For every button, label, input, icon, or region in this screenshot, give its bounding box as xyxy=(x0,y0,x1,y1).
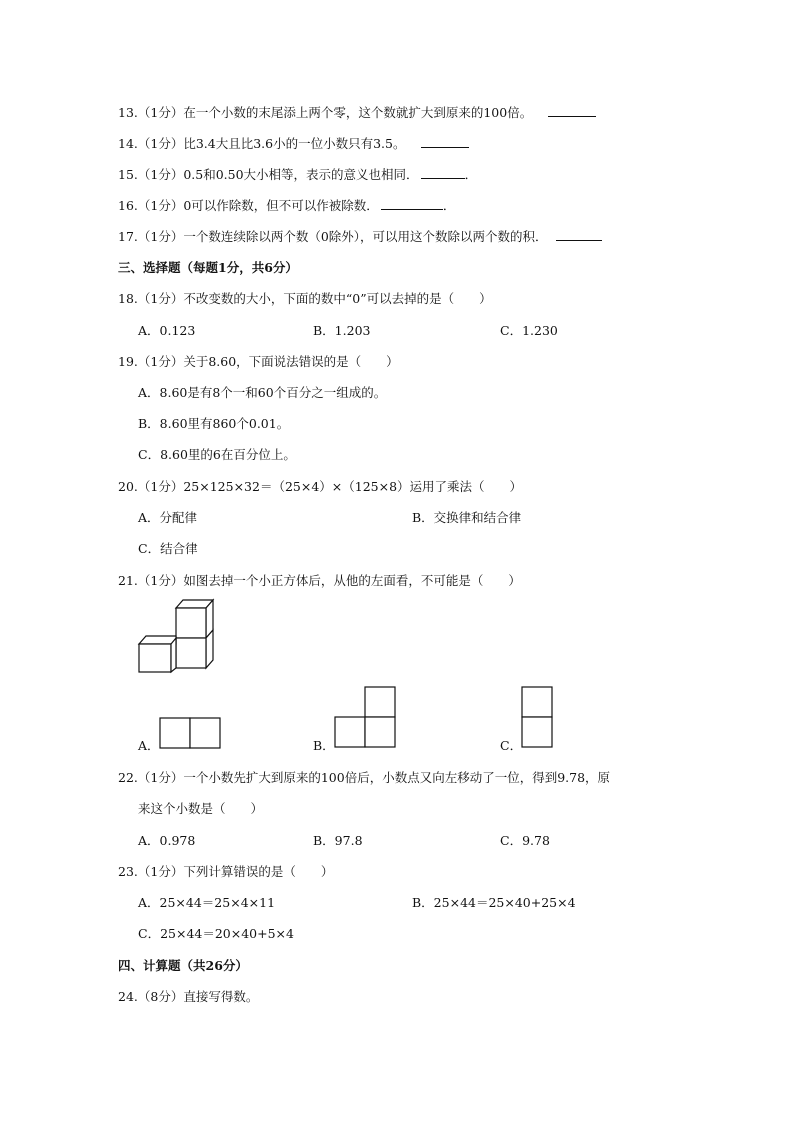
section-heading-calculation: 四、计算题（共26分） xyxy=(118,958,248,973)
question-17 xyxy=(118,228,602,245)
question-score: （1分） xyxy=(137,291,184,306)
question-score: （1分） xyxy=(137,354,184,369)
option-b[interactable]: B． xyxy=(313,738,335,753)
question-number: 18. xyxy=(118,291,138,306)
cube-side-face xyxy=(171,638,176,672)
option-c[interactable]: C．结合律 xyxy=(138,541,198,556)
question-22-continued: 来这个小数是（ ） xyxy=(138,801,264,816)
option-b-figure[interactable] xyxy=(334,686,398,750)
question-number: 13. xyxy=(118,105,138,120)
answer-blank[interactable] xyxy=(556,228,602,241)
question-number: 17. xyxy=(118,229,138,244)
option-c-figure[interactable] xyxy=(521,686,555,750)
option-c[interactable]: C．25×44＝20×40+5×4 xyxy=(138,926,294,941)
question-text: 在一个小数的末尾添上两个零，这个数就扩大到原来的100倍。 xyxy=(183,105,533,120)
option-c[interactable]: C．1.230 xyxy=(500,323,558,338)
question-text: 直接写得数。 xyxy=(183,989,259,1004)
square xyxy=(522,687,552,717)
question-text: 一个数连续除以两个数（0除外），可以用这个数除以两个数的积． xyxy=(183,229,548,244)
option-b[interactable]: B．8.60里有860个0.01。 xyxy=(138,416,290,431)
question-text: 0.5和0.50大小相等，表示的意义也相同． xyxy=(183,167,419,182)
option-a[interactable]: A．分配律 xyxy=(138,510,198,525)
question-text: 下列计算错误的是（ ） xyxy=(183,864,334,879)
question-score: （1分） xyxy=(137,479,184,494)
question-score: （1分） xyxy=(137,864,184,879)
square xyxy=(365,687,395,717)
question-text: 如图去掉一个小正方体后，从他的左面看，不可能是（ ） xyxy=(183,573,521,588)
question-score: （1分） xyxy=(137,136,184,151)
option-a[interactable]: A．25×44＝25×4×11 xyxy=(138,895,276,910)
option-c[interactable]: C．9.78 xyxy=(500,833,550,848)
question-15 xyxy=(118,166,477,183)
question-text: 关于8.60，下面说法错误的是（ ） xyxy=(183,354,399,369)
answer-blank[interactable] xyxy=(421,166,465,179)
question-score: （1分） xyxy=(137,229,184,244)
question-number: 14. xyxy=(118,136,138,151)
question-score: （8分） xyxy=(137,989,184,1004)
question-number: 24. xyxy=(118,989,138,1004)
square xyxy=(522,717,552,747)
option-b[interactable]: B．交换律和结合律 xyxy=(412,510,522,525)
option-a-figure[interactable] xyxy=(159,717,223,751)
square xyxy=(365,717,395,747)
question-number: 16. xyxy=(118,198,138,213)
cube-front-face xyxy=(176,608,206,638)
question-score: （1分） xyxy=(137,770,184,785)
answer-blank[interactable] xyxy=(548,104,596,117)
question-text: 不改变数的大小，下面的数中“0”可以去掉的是（ ） xyxy=(183,291,492,306)
option-a[interactable]: A． xyxy=(138,738,160,753)
cube-top-face xyxy=(139,636,176,644)
square xyxy=(335,717,365,747)
section-heading-choice: 三、选择题（每题1分，共6分） xyxy=(118,260,298,275)
question-number: 19. xyxy=(118,354,138,369)
question-13 xyxy=(118,104,596,121)
question-20 xyxy=(118,479,522,495)
cube-front-face xyxy=(176,638,206,668)
question-number: 22. xyxy=(118,770,138,785)
question-number: 21. xyxy=(118,573,138,588)
question-text: 一个小数先扩大到原来的100倍后，小数点又向左移动了一位，得到9.78，原 xyxy=(183,770,611,785)
option-b[interactable]: B．97.8 xyxy=(313,833,363,848)
question-tail: ． xyxy=(442,198,456,213)
question-text: 0可以作除数，但不可以作被除数． xyxy=(183,198,379,213)
question-23 xyxy=(118,864,333,880)
question-tail: ． xyxy=(464,167,478,182)
question-22 xyxy=(118,770,610,786)
question-18 xyxy=(118,291,492,307)
question-score: （1分） xyxy=(137,105,184,120)
question-number: 23. xyxy=(118,864,138,879)
question-21 xyxy=(118,573,521,589)
option-a[interactable]: A．0.123 xyxy=(138,323,196,338)
question-19 xyxy=(118,354,399,370)
question-text: 25×125×32＝（25×4）×（125×8）运用了乘法（ ） xyxy=(183,479,523,494)
question-number: 20. xyxy=(118,479,138,494)
cube-stack-figure xyxy=(136,598,216,674)
square xyxy=(190,718,220,748)
option-a[interactable]: A．8.60是有8个一和60个百分之一组成的。 xyxy=(138,385,387,400)
option-c[interactable]: C．8.60里的6在百分位上。 xyxy=(138,447,296,462)
question-16 xyxy=(118,197,455,214)
cube-front-face xyxy=(139,644,171,672)
square xyxy=(160,718,190,748)
answer-blank[interactable] xyxy=(381,197,443,210)
question-score: （1分） xyxy=(137,167,184,182)
answer-blank[interactable] xyxy=(421,135,469,148)
question-score: （1分） xyxy=(137,198,184,213)
question-number: 15. xyxy=(118,167,138,182)
question-14 xyxy=(118,135,469,152)
option-c[interactable]: C． xyxy=(500,738,523,753)
question-24 xyxy=(118,989,258,1005)
option-a[interactable]: A．0.978 xyxy=(138,833,196,848)
question-score: （1分） xyxy=(137,573,184,588)
question-text: 比3.4大且比3.6小的一位小数只有3.5。 xyxy=(183,136,406,151)
option-b[interactable]: B．1.203 xyxy=(313,323,371,338)
option-b[interactable]: B．25×44＝25×40+25×4 xyxy=(412,895,576,910)
